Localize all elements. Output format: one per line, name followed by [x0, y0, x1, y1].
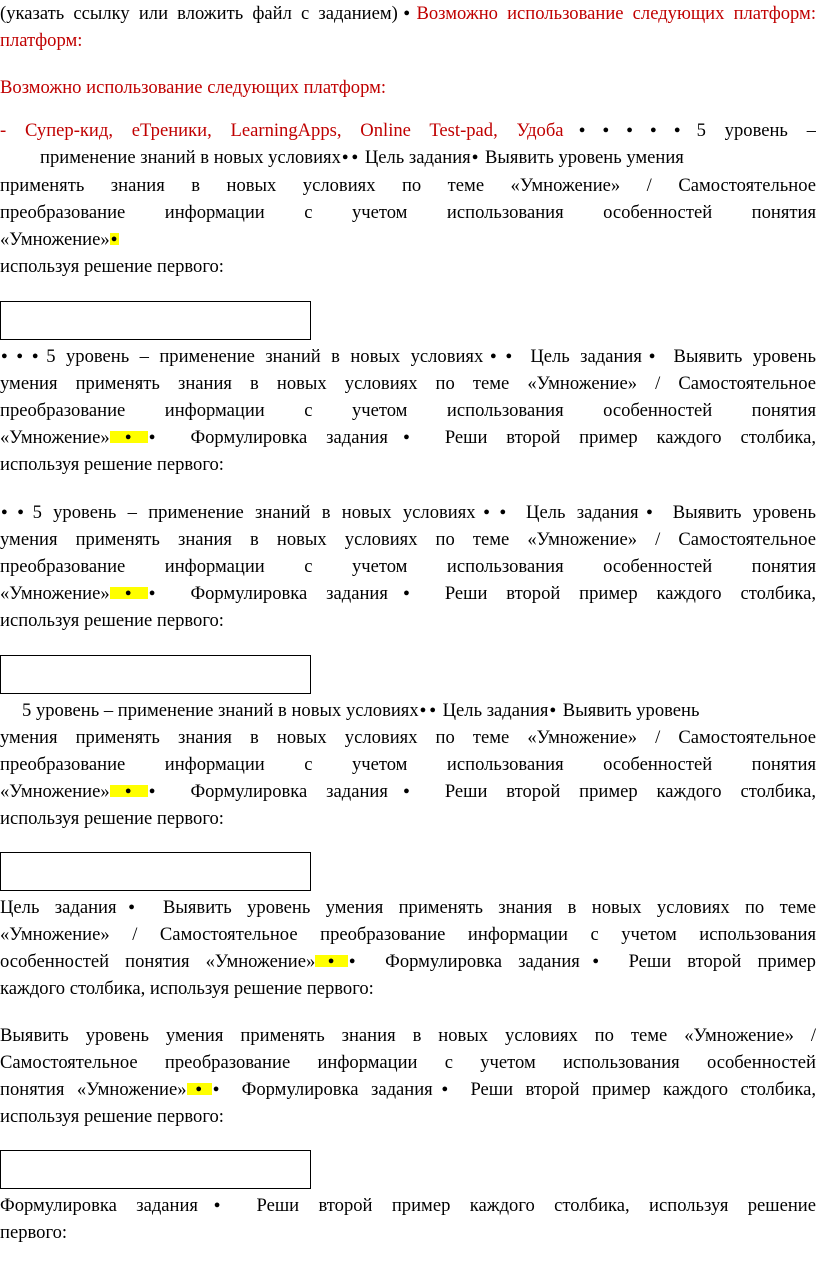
- bullet-icon: ●: [110, 587, 146, 599]
- bullet-icon: ●: [1, 350, 14, 362]
- task-link-hint: (указать ссылку или вложить файл с заданием): [0, 3, 398, 24]
- bullet-icon: ●: [341, 151, 349, 163]
- level-text: 5 уровень – применение знаний в новых условиях: [46, 346, 484, 367]
- platforms-list-line: - Супер-кид, еТреники, LearningApps, Online Test-pad, Удоба● ● ● ● ● 5 уровень –: [0, 120, 816, 141]
- bullet-icon: ●: [398, 7, 415, 19]
- bullet-icon: ●: [31, 350, 45, 362]
- bullet-icon: ●: [110, 785, 146, 797]
- bullet-icon: ●: [642, 350, 662, 362]
- block2-line-2: умения применять знания в новых условиях по теме «Умножение» / Самостоятельное: [0, 373, 816, 394]
- formulation-label: Формулировка задания: [190, 781, 388, 802]
- formulation-text: Реши второй пример каждого столбика,: [470, 1079, 816, 1100]
- block5-line-3: [0, 948, 816, 975]
- formulation-label: Формулировка задания: [190, 583, 388, 604]
- concept-term: «Умножение»: [0, 781, 110, 802]
- concept-term: «Умножение»: [0, 427, 110, 448]
- bullet-icon: ●: [187, 1083, 210, 1095]
- block4-line-4: [0, 778, 816, 805]
- bullet-icon: ●: [499, 506, 513, 518]
- concept-term: «Умножение»: [0, 583, 110, 604]
- bullet-icon: ●: [471, 151, 479, 163]
- block2-line-1: [0, 343, 816, 370]
- formulation-text: Реши второй пример каждого столбика,: [444, 781, 816, 802]
- formulation-label: Формулировка задания: [385, 951, 580, 972]
- block4-line-2: умения применять знания в новых условиях по теме «Умножение» / Самостоятельное: [0, 727, 816, 748]
- goal-text: Выявить уровень: [562, 700, 700, 721]
- block3-line-1: [0, 499, 816, 526]
- formulation-label: Формулировка задания: [190, 427, 388, 448]
- block3-line-5: используя решение первого:: [0, 610, 224, 631]
- formulation-text: Реши второй пример: [628, 951, 816, 972]
- block2-line-3: преобразование информации с учетом использования особенностей понятия: [0, 400, 816, 421]
- goal-label: Цель задания: [526, 502, 639, 523]
- bullet-icon: ●: [148, 431, 170, 443]
- block5-line-1: [0, 894, 816, 921]
- block3-line-3: преобразование информации с учетом использования особенностей понятия: [0, 556, 816, 577]
- bullet-icon: ●: [351, 151, 359, 163]
- concept-term: особенностей понятия «Умножение»: [0, 951, 316, 972]
- block2-line-4: [0, 424, 816, 451]
- level-text: 5 уровень – применение знаний в новых условиях: [22, 700, 419, 721]
- platforms-heading: Возможно использование следующих платформ:: [0, 77, 387, 98]
- goal-label: Цель задания: [530, 346, 642, 367]
- goal-text: Выявить уровень умения применять знания в новых условиях по теме: [162, 897, 816, 918]
- formulation-text: Реши второй пример каждого столбика, используя решение: [256, 1195, 816, 1216]
- answer-input-4[interactable]: [0, 1150, 311, 1189]
- answer-input-1[interactable]: [0, 301, 311, 340]
- block1-line-3: применять знания в новых условиях по теме «Умножение» / Самостоятельное: [0, 175, 816, 196]
- concept-term: понятия «Умножение»: [0, 1079, 187, 1100]
- level-text: применение знаний в новых условиях: [40, 147, 341, 168]
- block7-line-1: [0, 1192, 816, 1219]
- bullet-icon: ●: [564, 124, 600, 136]
- bullet-icon: ●: [1, 506, 15, 518]
- formulation-text: Реши второй пример каждого столбика,: [444, 427, 816, 448]
- intro-line-1: [0, 0, 816, 27]
- block6-line-2: Самостоятельное преобразование информации с учетом использования особенностей: [0, 1052, 816, 1073]
- bullet-icon: ●: [505, 350, 518, 362]
- bullet-icon: ●: [117, 901, 146, 913]
- block7-line-2: первого:: [0, 1222, 68, 1243]
- block1-line-4: преобразование информации с учетом использования особенностей понятия: [0, 202, 816, 223]
- bullet-icon: ●: [429, 704, 436, 716]
- bullet-icon: ●: [549, 704, 557, 716]
- bullet-icon: ●: [626, 124, 648, 136]
- bullet-icon: ●: [580, 955, 611, 967]
- block5-line-2: «Умножение» / Самостоятельное преобразование информации с учетом использования: [0, 924, 816, 945]
- bullet-icon: ●: [650, 124, 671, 136]
- block4-line-3: преобразование информации с учетом использования особенностей понятия: [0, 754, 816, 775]
- block6-line-4: используя решение первого:: [0, 1106, 224, 1127]
- goal-label: Цель задания: [442, 700, 549, 721]
- bullet-icon: ●: [388, 431, 424, 443]
- bullet-icon: ●: [433, 1083, 456, 1095]
- bullet-icon: ●: [110, 233, 118, 245]
- bullet-icon: ●: [673, 124, 695, 136]
- bullet-icon: ●: [316, 955, 346, 967]
- block5-line-4: каждого столбика, используя решение первого:: [0, 978, 374, 999]
- level-label: уровень –: [724, 120, 816, 141]
- bullet-icon: ●: [476, 506, 497, 518]
- goal-text: Выявить уровень: [672, 502, 816, 523]
- block1-line-6: используя решение первого:: [0, 256, 224, 277]
- bullet-icon: ●: [484, 350, 503, 362]
- block4-line-1: [0, 697, 816, 724]
- bullet-icon: ●: [17, 506, 31, 518]
- bullet-icon: ●: [148, 785, 170, 797]
- goal-text: Выявить уровень: [673, 346, 816, 367]
- block2-line-5: используя решение первого:: [0, 454, 224, 475]
- platforms-heading-inline: Возможно использование следующих платформ:: [416, 3, 816, 24]
- block3-line-2: умения применять знания в новых условиях по теме «Умножение» / Самостоятельное: [0, 529, 816, 550]
- level-text: 5 уровень – применение знаний в новых условиях: [32, 502, 476, 523]
- concept-term: «Умножение»: [0, 229, 110, 250]
- bullet-icon: ●: [148, 587, 170, 599]
- bullet-icon: ●: [388, 587, 424, 599]
- answer-input-3[interactable]: [0, 852, 311, 891]
- block3-line-4: [0, 580, 816, 607]
- block6-line-3: [0, 1076, 816, 1103]
- platforms-list: - Супер-кид, еТреники, LearningApps, Online Test-pad, Удоба: [0, 120, 564, 141]
- block4-line-5: используя решение первого:: [0, 808, 224, 829]
- goal-label: Цель задания: [0, 897, 117, 918]
- bullet-icon: ●: [602, 124, 624, 136]
- formulation-label: Формулировка задания: [0, 1195, 198, 1216]
- intro-line-2: платформ:: [0, 30, 83, 51]
- bullet-icon: ●: [199, 1199, 236, 1211]
- bullet-icon: ●: [16, 350, 29, 362]
- goal-text: Выявить уровень умения: [485, 147, 684, 168]
- bullet-icon: ●: [388, 785, 424, 797]
- block1-line-5: [0, 226, 816, 253]
- goal-label: Цель задания: [364, 147, 471, 168]
- bullet-icon: ●: [212, 1083, 228, 1095]
- bullet-icon: ●: [639, 506, 660, 518]
- answer-input-2[interactable]: [0, 655, 311, 694]
- formulation-label: Формулировка задания: [241, 1079, 433, 1100]
- bullet-icon: ●: [110, 431, 146, 443]
- bullet-icon: ●: [348, 955, 367, 967]
- formulation-text: Реши второй пример каждого столбика,: [444, 583, 816, 604]
- bullet-icon: ●: [419, 704, 427, 716]
- block6-line-1: Выявить уровень умения применять знания в новых условиях по теме «Умножение» /: [0, 1025, 816, 1046]
- level-line-a: [0, 144, 816, 171]
